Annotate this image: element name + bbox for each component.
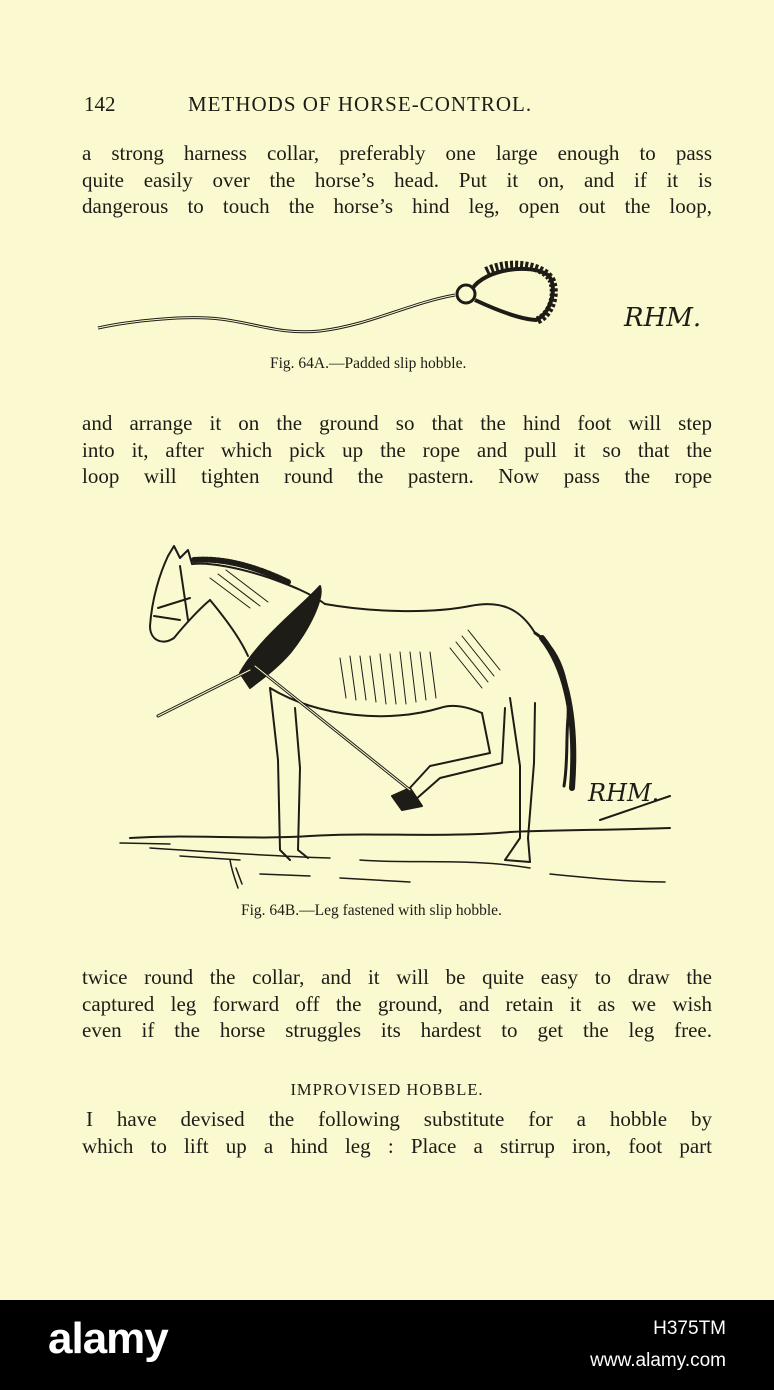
text-line: a strong harness collar, preferably one large enough to pass [82, 141, 712, 165]
figure-a-signature: RHM. [624, 303, 702, 333]
site-url: www.alamy.com [590, 1350, 726, 1371]
text-line: loop will tighten round the pastern. Now pass the rope [82, 464, 712, 488]
text-line: which to lift up a hind leg : Place a stirrup iron, foot part [82, 1133, 712, 1158]
figure-b-signature: RHM. [588, 779, 660, 807]
figure-a-caption: Fig. 64A.—Padded slip hobble. [270, 355, 467, 372]
image-id: H375TM [653, 1318, 726, 1339]
page-number: 142 [84, 92, 116, 116]
figure-b-caption: Fig. 64B.—Leg fastened with slip hobble. [241, 902, 502, 919]
page-header [84, 90, 714, 120]
paragraph-1 [82, 140, 712, 220]
section-heading: IMPROVISED HOBBLE. [290, 1080, 484, 1099]
slip-hobble-illustration [90, 255, 710, 350]
running-title: METHODS OF HORSE-CONTROL. [188, 92, 533, 116]
text-line: into it, after which pick up the rope and pull it so that the [82, 437, 712, 462]
text-line: even if the horse struggles its hardest to get the leg free. [82, 1018, 712, 1042]
alamy-logo: alamy [48, 1314, 168, 1363]
paragraph-3 [82, 964, 712, 1044]
horse-illustration [110, 538, 680, 893]
text-line: twice round the collar, and it will be quite easy to draw the [82, 965, 712, 989]
paragraph-4 [82, 1106, 712, 1159]
text-line: I have devised the following substitute for a hobble by [86, 1107, 712, 1131]
text-line: and arrange it on the ground so that the hind foot will step [82, 411, 712, 435]
text-line: quite easily over the horse’s head. Put it on, and if it is [82, 167, 712, 192]
text-line: dangerous to touch the horse’s hind leg, open out the loop, [82, 194, 712, 218]
text-line: captured leg forward off the ground, and retain it as we wish [82, 991, 712, 1016]
watermark-footer [0, 1300, 774, 1390]
paragraph-2 [82, 410, 712, 490]
